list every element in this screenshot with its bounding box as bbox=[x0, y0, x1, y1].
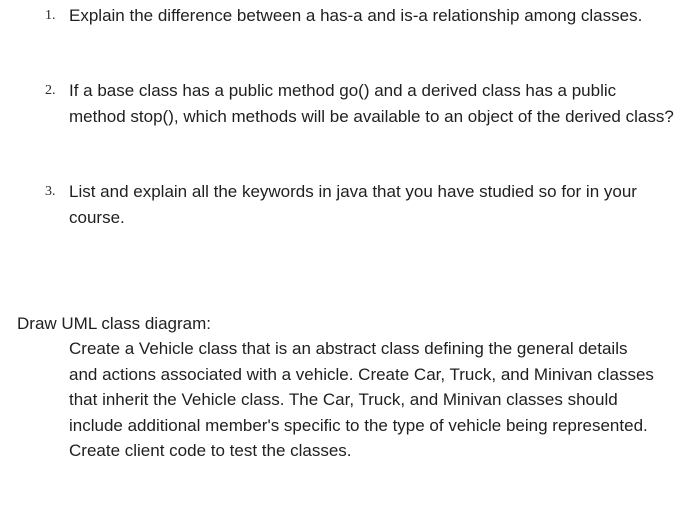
question-number: 1. bbox=[45, 8, 56, 23]
question-number: 3. bbox=[45, 184, 56, 199]
question-text: List and explain all the keywords in java that you have studied so for in your course. bbox=[69, 182, 637, 227]
question-text: Explain the difference between a has-a and is-a relationship among classes. bbox=[69, 6, 643, 25]
uml-section-heading: Draw UML class diagram: bbox=[17, 314, 211, 333]
question-text: If a base class has a public method go() and a derived class has a public method stop(), which methods will be available to an object of the derived class? bbox=[69, 81, 674, 126]
uml-task-description: Create a Vehicle class that is an abstract class defining the general details and actions associated with a vehicle. Create Car, Truck, and Minivan classes that inherit the Vehicle class. The Car, Truck, and Minivan classes should include additional member's specific to the type of vehicle being represented. Create client code to test the classes. bbox=[69, 339, 654, 460]
question-number: 2. bbox=[45, 83, 56, 98]
